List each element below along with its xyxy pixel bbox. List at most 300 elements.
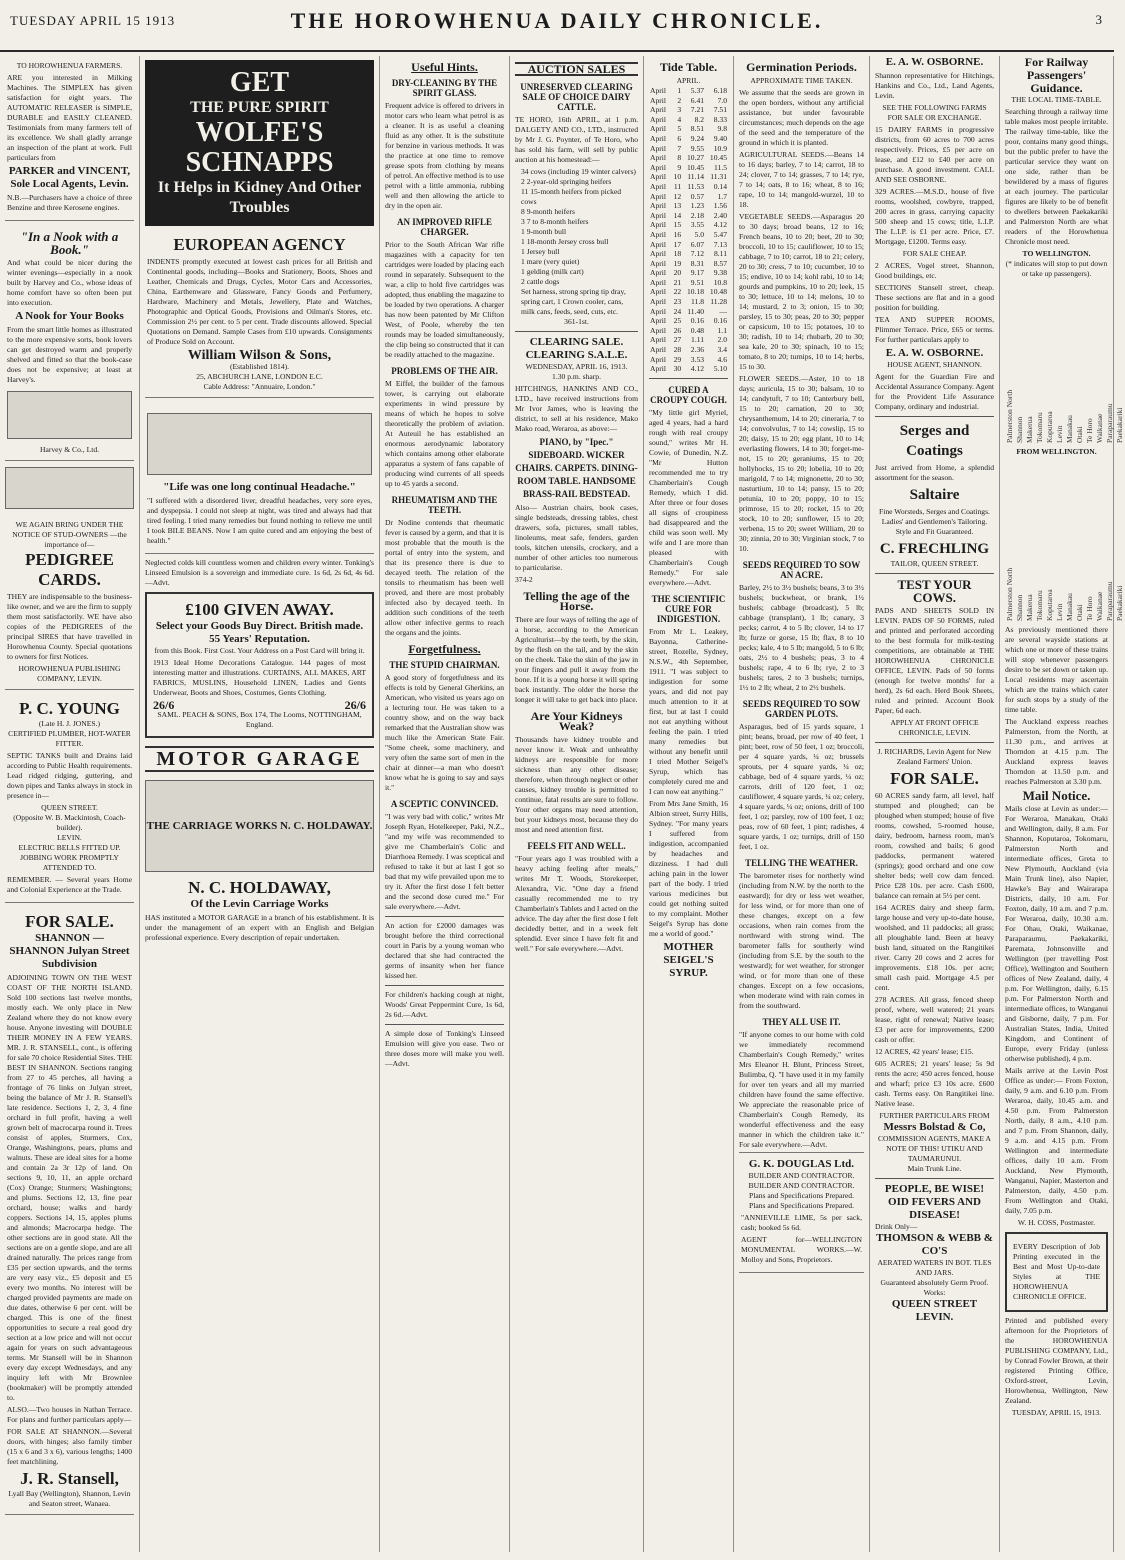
station-name: Manakau	[1065, 593, 1074, 621]
given-price-left: 26/6	[153, 698, 175, 712]
station-name: Waikanae	[1095, 413, 1104, 443]
nook-text: And what could be nicer during the winter evenings—especially in a nook built by Harvey and Co., whose ideas of home comfort have so often been put into execution.	[7, 258, 132, 307]
tide-month-cell: April	[650, 335, 667, 345]
newspaper-title: THE HOROWHENUA DAILY CHRONICLE.	[290, 8, 824, 33]
column-3	[380, 56, 510, 1552]
tide-month-cell: April	[650, 191, 667, 201]
tide-month-cell: April	[650, 354, 667, 364]
douglas-lime: "ANNIEVILLE LIME, 5s per sack, cash; booked 5s 6d.	[741, 1213, 862, 1232]
tide-evening-cell: 10.8	[713, 277, 727, 287]
ad-body: ARE you interested in Milking Machines. The SIMPLEX has given satisfaction for eight years. The AUTOMATIC RELEASER is SIMPLE, DURABLE and EASILY CLEANED. Testimonials from many farmers tell of its excellence. We shall gladly arrange an inspection of the plant at work. Full particulars from	[7, 73, 132, 162]
rifle-text: Prior to the South African War rifle magazines with a capacity for ten cartridges were loaded by placing each round in separately. Subsequent to the war, a clip to hold five cartridges was adopted, thus enabling the magazine to be loaded by two operations. A charger has now been patented by Mr Clifton West, of Poole, whereby the ten rounds may be loaded simultaneously, the clip being so constructed that it can be readily attached to the magazine.	[385, 240, 504, 359]
clearing-time: 1.30 p.m. sharp.	[552, 372, 601, 381]
masthead	[0, 0, 1114, 52]
tide-table-heading: Tide Table.	[659, 60, 718, 74]
tide-row	[649, 124, 728, 134]
tide-day-cell: 2	[677, 95, 682, 105]
to-wellington-note: (* indicates will stop to put down or take up passengers).	[1005, 259, 1108, 278]
tide-month-cell: April	[650, 297, 667, 307]
tide-day-cell: 22	[673, 287, 682, 297]
tide-day-cell: 27	[673, 335, 682, 345]
divider	[875, 1178, 994, 1179]
tide-day-cell: 24	[673, 306, 682, 316]
auction-items	[515, 167, 638, 317]
milking-machine-ad	[5, 56, 134, 221]
tide-month-cell: April	[650, 316, 667, 326]
young-remember: REMEMBER. — Several years Home and Colonial Experience at the Trade.	[7, 875, 132, 894]
tide-month-cell: April	[650, 345, 667, 355]
sale-tokomaru: FOR SALE AT SHANNON.—Several doors, with hinges; also family timber (15 x 6 and 3 x 6), various lengths; 1400 feet matchlining.	[7, 1427, 132, 1466]
tide-morning-cell: 3.55	[690, 220, 705, 230]
tide-day-cell: 14	[673, 210, 682, 220]
schnapps-get: GET	[229, 67, 290, 98]
tide-month-cell: April	[650, 277, 667, 287]
tide-morning-cell: 5.0	[694, 229, 705, 239]
seeds-acre-heading: SEEDS REQUIRED TO SOW AN ACRE.	[742, 560, 861, 580]
tide-row	[649, 211, 728, 221]
sale-subheading: SHANNON — SHANNON Julyan Street Subdivision	[9, 932, 130, 970]
pedigree-title: PEDIGREE CARDS.	[25, 550, 114, 589]
auction-item: 2 cattle dogs	[521, 277, 560, 286]
tide-month-cell: April	[650, 325, 667, 335]
tide-month-cell: April	[650, 172, 667, 182]
tide-morning-cell: 9.51	[690, 277, 705, 287]
station-name: Manakau	[1065, 415, 1074, 443]
station-name: Paraparaumu	[1105, 403, 1114, 443]
column-4	[510, 56, 644, 1552]
bolstad-name: Messrs Bolstad & Co,	[883, 1121, 986, 1133]
osborne-signature: E. A. W. OSBORNE.	[885, 347, 984, 359]
pedigree-cards-ad	[5, 515, 134, 690]
column-1	[0, 56, 140, 1552]
tide-morning-cell: 4.12	[690, 364, 705, 374]
railway-note: As previously mentioned there are several wayside stations at which one or more of these trains will stop whenever passengers desire to be set down or taken up. Local residents may ascertain which are the trains which cater for such stops by a study of the time table.	[1005, 625, 1108, 714]
nook-body: From the smart little homes as illustrated to the more expensive sorts, book lovers can get destroyed warm and properly shelved and fitted so that the book-case does not be expensive; at least at Harvey's.	[7, 325, 132, 384]
germination-intro: We assume that the seeds are grown in the open borders, without any artificial assistance, but under favourable circumstances; much depends on the age of the seed and the temperature of the ground in which it is planted.	[739, 88, 864, 147]
auction-item: 2 2-year-old springing heifers	[521, 177, 612, 186]
use-it-heading: THEY ALL USE IT.	[762, 1017, 841, 1027]
tide-day-cell: 9	[677, 162, 682, 172]
forgetfulness-text: A good story of forgetfulness and its effects is told by General Gherkins, an American, who visited us years ago on a lecturing tour. He was taken to a country show, and on the way back remarked that the Australian show was much like the American State Fair. "Some cheek, some machinery, and very often the same sort of men in the chair at dinner—a man who doesn't know what he is going to say and says it."	[385, 673, 504, 792]
column-7	[870, 56, 1000, 1552]
saltaire-text: Fine Worsteds, Serges and Coatings. Ladies' and Gentlemen's Tailoring. Style and Fit Guaranteed.	[879, 507, 990, 536]
forgetfulness-heading: Forgetfulness.	[408, 642, 481, 656]
tide-morning-cell: 8.51	[690, 124, 705, 134]
given-signature: SAML. PEACH & SONS, Box 174, The Looms, NOTTINGHAM, England.	[157, 710, 362, 729]
for-sale-3: 278 ACRES. All grass, fenced sheep proof, where, well watered; 21 years lease, right of renewal; Native lease; £3 per acre for improvements, £200 cash or offer.	[875, 995, 994, 1044]
timetable-from-wellington	[1005, 461, 1124, 621]
tide-row	[649, 144, 728, 154]
station-name: Tokomaru	[1035, 590, 1044, 621]
station-name: Paraparaumu	[1105, 581, 1114, 621]
tide-day-cell: 12	[673, 191, 682, 201]
tide-evening-cell: 5.10	[713, 364, 727, 374]
tide-row	[649, 172, 728, 182]
auction-heading: AUCTION SALES	[515, 62, 638, 76]
tide-row	[649, 230, 728, 240]
farm-listing-3: 2 ACRES, Vogel street, Shannon, Good buildings, etc.	[875, 261, 994, 280]
tide-evening-cell: 2.0	[717, 335, 727, 345]
ad-agents: PARKER and VINCENT, Sole Local Agents, Levin.	[8, 165, 131, 190]
tide-morning-cell: 11.14	[687, 172, 705, 182]
rheumatism-heading: RHEUMATISM AND THE TEETH.	[391, 495, 498, 515]
for-sale-4: 12 ACRES, 42 years' lease; £15.	[875, 1047, 974, 1056]
tide-day-cell: 23	[673, 297, 682, 307]
nook-signature: Harvey & Co., Ltd.	[39, 445, 100, 454]
tide-month-cell: April	[650, 114, 667, 124]
carriage-works-sign: THE CARRIAGE WORKS N. C. HOLDAWAY.	[146, 819, 373, 832]
tide-evening-cell: 3.4	[717, 345, 727, 355]
tide-morning-cell: 3.53	[690, 354, 705, 364]
feels-fit-text: "Four years ago I was troubled with a heavy aching feeling after meals," writes Mr T. Woods, Storekeeper, Alexandra, Vic. "One day a friend casually recommended me to try Chamberlain's Tablets and I acted on the advice. The day after the first dose I felt decidedly better, and in a week felt splendid. Ever since I have felt fit and well." For sale everywhere.—Advt.	[515, 854, 639, 953]
tide-row	[649, 240, 728, 250]
station-name: Palmerston North	[1005, 389, 1014, 443]
forgetfulness-subheading: THE STUPID CHAIRMAN.	[389, 660, 500, 670]
aerated-waters: AERATED WATERS IN BOT. TLES AND JARS.	[877, 1258, 992, 1277]
tide-morning-cell: 7.12	[690, 249, 705, 259]
douglas-plans: Plans and Specifications Prepared. Plans and Specifications Prepared.	[748, 1191, 855, 1210]
auction-item: 1 Jersey bull	[521, 247, 560, 256]
tide-row	[649, 96, 728, 106]
agency-title: EUROPEAN AGENCY	[173, 235, 346, 254]
weather-text: The barometer rises for northerly wind (including from N.W. by the north to the eastward); for dry or less wet weather, for less wind, or for more than one of these changes, except on a few occasions, when rain comes from the northward with strong wind. The barometer falls for southerly wind (including from S.E. by the south to the westward); for wet weather, for stronger wind, or for more than one of these changes. Except on a few occasions, when moderate wind with rain comes in from the southward.	[739, 871, 864, 1010]
dry-cleaning-heading: DRY-CLEANING BY THE SPIRIT GLASS.	[391, 78, 498, 98]
frechling-address: TAILOR, QUEEN STREET.	[890, 559, 979, 568]
drink-label: Drink Only—	[875, 1222, 918, 1231]
tide-month-cell: April	[650, 239, 667, 249]
imprint-date: TUESDAY, APRIL 15, 1913.	[1011, 1408, 1102, 1417]
tide-morning-cell: 8.31	[690, 258, 705, 268]
seeds-garden-text: Asparagus, bed of 15 yards square, 1 pint; beans, broad, per row of 40 feet, 1 pint; beet, row of 50 feet, 1 oz; broccoli, per 4 square yards, ¼ oz; brussels sprouts, per 4 square yards, ¼ oz; cabbage, bed of 4 square yards, ¼ oz; carrots, drill of 120 feet, 1 oz; cauliflower, 4 square yards, ¼ oz; celery, 4 square yards, ¼ oz; onions, drill of 100 feet, 1 oz; parsley, row of 100 feet, 1 oz; peas, row of 60 feet, 1 pint; radishes, 4 square yards, 1 oz; turnips, drill of 150 feet, 1 oz.	[739, 722, 864, 851]
dry-cleaning-text: Frequent advice is offered to drivers in motor cars who learn what petrol is as a cleaner. It is as useful a cleaning fluid as any other. It is the substitute for benzine in various methods. It was the practice at one time to remove grease spots from clothing by means of petrol. An effective method is to use petrol with a little ammonia, rubbing well and then allowing the article to dry in the open air.	[385, 101, 504, 210]
feels-fit-heading: FEELS FIT AND WELL.	[527, 841, 626, 851]
tide-evening-cell: 1.1	[717, 325, 727, 335]
young-town: LEVIN.	[57, 833, 82, 842]
mail-arrive-text: Mails arrive at the Levin Post Office as under:— From Foxton, daily, 9 a.m. and 6.10 p.m. From Weraroa, daily, 10.45 a.m. and 4.50 p.m. From Palmerston North, daily, 8 a.m., 4.10 p.m. and 7 p.m. From Shannon, daily, 9 a.m. and 4.15 p.m. From Wellington and intermediate offices, daily 10 a.m. From Auckland, New Plymouth, Wanganui, Napier, Masterton and Palmerston, daily, 4.50 p.m. From Wellington and Otaki, daily, 7.05 p.m.	[1005, 1066, 1108, 1215]
for-sale-more: FURTHER PARTICULARS FROM	[879, 1111, 990, 1120]
test-cows-text: PADS AND SHEETS SOLD IN LEVIN. PADS OF 50 FORMS, ruled and printed and perforated according to the best formula for milk-testing competitions, are obtainable at THE HOROWHENUA CHRONICLE OFFICE, LEVIN. Pads of 50 forms (enough for twelve months' for a herd), 2s 6d each. Herd Book Sheets, ruled and printed. Account Book Paper, 6d each.	[875, 606, 994, 715]
tide-evening-cell: 10.45	[709, 153, 727, 163]
tide-day-cell: 16	[673, 229, 682, 239]
tide-month-cell: April	[650, 153, 667, 163]
tide-month-cell: April	[650, 210, 667, 220]
tide-month-cell: April	[650, 181, 667, 191]
tide-day-cell: 6	[677, 133, 682, 143]
tide-day-cell: 30	[673, 364, 682, 374]
column-5	[644, 56, 734, 1552]
farm-listing-4: SECTIONS Stansell street, cheap. These sections are flat and in a good position for building.	[875, 283, 994, 312]
station-name: Tokomaru	[1035, 412, 1044, 443]
germination-heading: Germination Periods.	[746, 60, 857, 74]
schnapps-brand: WOLFE'S SCHNAPPS	[185, 117, 334, 178]
tide-evening-cell: 0.14	[713, 181, 727, 191]
tide-day-cell: 20	[673, 268, 682, 278]
tide-row	[649, 182, 728, 192]
shannon-sale-ad	[5, 907, 134, 1515]
tide-month-cell: April	[650, 306, 667, 316]
douglas-agent: AGENT for—WELLINGTON MONUMENTAL WORKS.—W. Molloy and Sons, Proprietors.	[741, 1235, 862, 1264]
station-name: Levin	[1055, 603, 1064, 621]
osborne-intro: Shannon representative for Hitchings, Hankins and Co., Ltd., Land Agents, Levin.	[875, 71, 994, 100]
bolstad-line: Main Trunk Line.	[907, 1164, 962, 1173]
divider	[385, 1024, 504, 1025]
tide-row	[649, 297, 728, 307]
tide-evening-cell: 11.31	[710, 172, 727, 182]
test-cows-apply: APPLY AT FRONT OFFICE CHRONICLE, LEVIN.	[890, 718, 979, 737]
young-role: CERTIFIED PLUMBER, HOT-WATER FITTER.	[8, 729, 131, 748]
hitchings-reference: 374-2	[515, 575, 533, 584]
tide-evening-cell: 8.33	[713, 114, 727, 124]
bile-beans-ad	[145, 402, 374, 554]
nook-subtitle: A Nook for Your Books	[15, 310, 124, 322]
tide-evening-cell: 1.56	[713, 201, 727, 211]
rifle-heading: AN IMPROVED RIFLE CHARGER.	[396, 217, 492, 237]
tide-row	[649, 115, 728, 125]
mail-notice-heading: Mail Notice.	[1022, 788, 1091, 803]
osborne-role: HOUSE AGENT, SHANNON.	[887, 360, 982, 369]
tide-day-cell: 11	[673, 181, 682, 191]
agency-established: (Established 1814).	[229, 362, 290, 371]
wolfes-schnapps-ad	[145, 60, 374, 226]
serges-title: Serges and Coatings	[899, 423, 970, 459]
young-bells: ELECTRIC BELLS FITTED UP. JOBBING WORK PROMPTLY ATTENDED TO.	[18, 843, 121, 872]
for-sale-2: 164 ACRES dairy and sheep farm, large house and very up-to-date house, woolshed, and 11 paddocks; all grass; all ploughable land. Been at heavy bush land, situated on the Rangitikei river. Carry 20 cows and 2 acres for improvements. £18 10s. per acre; small cash paid. Mortgage 4.5 per cent.	[875, 903, 994, 992]
imprint: Printed and published every afternoon for the Proprietors of the HOROWHENUA PUBLISHING COMPANY, Ltd., by Conrad Fowler Brown, at their registered Printing Office, Oxford-street, Levin, Horowhenua, Wellington, New Zealand.	[1005, 1316, 1108, 1405]
divider	[385, 985, 504, 986]
tide-evening-cell: 9.40	[713, 133, 727, 143]
european-agency-ad	[145, 230, 374, 398]
pedigree-text: THEY are indispensable to the business-like owner, and we are the firm to supply them most satisfactorily. WE have also copies of the PEDIGREES of the principal SIRES that have travelled in Horowhenua County. Special quotations to owners for first Notices.	[7, 592, 132, 661]
divider	[875, 742, 994, 743]
tide-day-cell: 1	[677, 86, 682, 95]
tide-day-cell: 8	[677, 153, 682, 163]
auction-text: TE HORO, 16th APRIL, at 1 p.m. DALGETY AND CO., LTD., instructed by Mr J. G. Poynter, of Te Horo, who has sold his farm, will sell by public auction at his homestead:—	[515, 115, 638, 164]
page-number: 3	[1095, 12, 1102, 27]
railway-heading: For Railway Passengers' Guidance.	[1024, 55, 1089, 95]
germination-vegetable: VEGETABLE SEEDS.—Asparagus 20 to 30 days; broad beans, 12 to 16; French beans, 10 to 20; beet, 20 to 30; broccoli, 10 to 15; cauliflower, 10 to 15; cabbage, 7 to 10; carrot, 18 to 21; celery, 20 to 30; cress, 7 to 10; cucumber, 10 to 15; endive, 10 to 14; kohl rabi, 10 to 14; gourds and pumpkins, 10 to 20; leek, 15 to 30; lettuce, 10 to 14; melons, 10 to 14; mustard, 2 to 3; onion, 15 to 30; parsley, 15 to 30; peas, 20 to 30; pepper or capsicum, 10 to 15; potatoes, 10 to 30; radish, 10 to 14; rhubarb, 20 to 30; sea kale, 20 to 30; spinach, 10 to 15; tomato, 8 to 20; turnips, 10 to 14; herbs, 15 to 30.	[739, 212, 864, 371]
tide-evening-cell: 8.57	[713, 258, 727, 268]
air-text: M Eiffel, the builder of the famous tower, is carrying out elaborate experiments in wind pressure by means of which he hopes to solve theoretically the problem of aviation. At Auteuil he has established an enormous aerodynamic laboratory which contains among other elaborate apparatus a system of fans capable of producing wind currents of all speeds up to 45 yards a second.	[385, 379, 504, 488]
thomson-name: THOMSON & WEBB & CO'S	[876, 1232, 993, 1257]
tide-row	[649, 249, 728, 259]
given-text: 1913 Ideal Home Decorations Catalogue. 144 pages of most interesting matter and illustrations. CURTAINS, ALL MAKES, ART FABRICS, MUSLINS, Household LINEN, Ladies and Gents Underwear, Boots and Shoes, Costumes, Gents Clothing.	[153, 658, 366, 697]
indigestion-signature: MOTHER SEIGEL'S SYRUP.	[663, 940, 714, 979]
tide-row	[649, 105, 728, 115]
auction-item: 1 gelding (milk cart)	[521, 267, 584, 276]
agency-firm: William Wilson & Sons,	[187, 348, 332, 363]
tide-row	[649, 335, 728, 345]
emulsion-dose-notice: A simple dose of Tonking's Linseed Emulsion will give you ease. Two or three doses more will make you well.—Advt.	[385, 1029, 504, 1068]
serges-text: Just arrived from Home, a splendid assortment for the season.	[875, 463, 994, 482]
station-name: Makerua	[1025, 594, 1034, 621]
tide-day-cell: 28	[673, 345, 682, 355]
auction-item: 3 7 to 8-month heifers	[521, 217, 589, 226]
auction-item: Set harness, strong spring tip dray, spring cart, 1 Crown cooler, cans, milk cans, feeds, seed, cuts, etc.	[521, 287, 626, 316]
for-sale-1: 60 ACRES sandy farm, all level, half stumped and ploughed; can be ploughed when stumped; house of five rooms, cowshed, 5-roomed house, dairy, bedroom, harness room, man's room, cowshed and bails; 6 good paddocks, permanent watered (springs); good orchard and one cow shelter beds; well cow dam fenced. Price £28 10s. per acre. Cash £600, balance can remain at 5½ per cent.	[875, 791, 994, 900]
station-name: Te Horo	[1085, 418, 1094, 443]
farm-listing-5: TEA AND SUPPER ROOMS, Plimmer Terrace. Price, £65 or terms. For further particulars apply to	[875, 315, 994, 344]
tide-month-cell: April	[650, 258, 667, 268]
tide-month: APRIL.	[676, 76, 701, 85]
kidney-heading: Are Your Kidneys Weak?	[530, 709, 623, 733]
sale-heading: FOR SALE.	[25, 912, 114, 931]
tide-row	[649, 355, 728, 365]
tide-row	[649, 201, 728, 211]
auction-reference: 361-1st.	[564, 317, 589, 326]
emulsion-notice: Neglected colds kill countless women and children every winter. Tonking's Linseed Emulsion is a sovereign and immediate cure. 1s 6d, 2s 6d, 4s 6d.—Advt.	[145, 558, 374, 587]
station-name: Makerua	[1025, 416, 1034, 443]
kidney-text: Thousands have kidney trouble and never know it. Weak and unhealthy kidneys are responsible for more sickness than any other disease; therefore, when through neglect or other causes, kidney trouble is permitted to continue, fatal results are sure to follow. Your other organs may need attention, but your kidneys most, because they do most and need attention first.	[515, 735, 638, 834]
agency-text: INDENTS promptly executed at lowest cash prices for all British and Continental goods, including—Books and Stationery, Boots, Shoes and Leather, Chemicals and Drugs, Cycles, Motor Cars and Accessories, China, Earthenware and Glassware, Fancy Goods and Perfumery, Hardware, Machinery and Metals, Jewellery, Plate and Watches, Photographic and Optical Goods, Provisions and Oilman's Stores, etc. Commission 2½ per cent. to 5 per cent. Trade discounts allowed. Special Quotations on Demand. Sample Cases from £10 upwards. Consignments of Produce Sold on Account.	[147, 257, 372, 346]
tide-morning-cell: 1.11	[691, 335, 705, 345]
station-name: Otaki	[1075, 426, 1084, 443]
auction-item: 1 mare (very quiet)	[521, 257, 580, 266]
horse-age-heading: Telling the age of the Horse.	[523, 589, 630, 613]
holdaway-subtitle: Of the Levin Carriage Works	[190, 898, 329, 910]
station-name: Shannon	[1015, 594, 1024, 621]
tide-evening-cell: 4.12	[713, 220, 727, 230]
rheumatism-text: Dr Nodine contends that rheumatic fever is caused by a germ, and that it is most probable that the mouth is the portal of entry into the system, and that its presence there is due to decayed teeth. The relation of the tonsils to rheumatism has been well proved, and there are most probably infected also by decayed teeth. In addition such conditions of the teeth allow other infective germs to reach the organs and the joints.	[385, 518, 504, 637]
tide-row	[649, 153, 728, 163]
tide-month-cell: April	[650, 162, 667, 172]
column-6	[734, 56, 870, 1552]
station-name: Otaki	[1075, 604, 1084, 621]
tide-row	[649, 345, 728, 355]
pedigree-signature: HOROWHENUA PUBLISHING COMPANY, LEVIN.	[18, 664, 121, 683]
from-wellington-heading: FROM WELLINGTON.	[1016, 447, 1097, 456]
given-title: £100 GIVEN AWAY.	[185, 600, 334, 619]
tide-evening-cell: —	[719, 306, 727, 316]
tide-morning-cell: 9.24	[690, 133, 705, 143]
tide-evening-cell: 7.51	[713, 105, 727, 115]
woman-illustration	[147, 413, 372, 475]
pedigree-intro: WE AGAIN BRING UNDER THE NOTICE OF STUD-OWNERS —the importance of—	[12, 520, 127, 549]
young-street: QUEEN STREET.	[41, 803, 98, 812]
job-printing-text: EVERY Description of Job Printing executed in the Best and Most Up-to-date Styles at THE HOROWHENUA CHRONICLE OFFICE.	[1013, 1242, 1100, 1301]
tide-month-cell: April	[650, 287, 667, 297]
tide-month-cell: April	[650, 105, 667, 115]
young-text: SEPTIC TANKS built and Drains laid according to Public Health requirements. Lead ridged ridging, guttering, and down pipes and Tanks always in stock in presence in—	[7, 751, 132, 800]
tide-evening-cell: 10.9	[713, 143, 727, 153]
station-name: Te Horo	[1085, 596, 1094, 621]
sale-also: ALSO.—Two houses in Nathan Terrace. For plans and further particulars apply—	[7, 1405, 132, 1424]
tide-morning-cell: 10.18	[686, 287, 705, 297]
auction-item: 34 cows (including 19 winter calvers)	[521, 167, 636, 176]
farm-listing-2: 329 ACRES.—M.S.D., house of five rooms, woolshed, cowbyre, trapped, 200 acres in grass, carrying capacity 500 sheep and 15 cows; title, L.I.P. The L.I.P. is £1 per acre. Price, £7. Mortgage, £1200. Terms easy.	[875, 187, 994, 246]
ad-heading: TO HOROWHENUA FARMERS.	[16, 61, 123, 70]
seeds-garden-heading: SEEDS REQUIRED TO SOW GARDEN PLOTS.	[742, 699, 861, 719]
osborne-heading: E. A. W. OSBORNE.	[885, 56, 984, 68]
tide-day-cell: 5	[677, 124, 682, 134]
tide-evening-cell: 11.5	[713, 162, 727, 172]
tide-day-cell: 7	[677, 143, 682, 153]
tide-morning-cell: 7.21	[690, 105, 705, 115]
station-name: Koputaroa	[1045, 411, 1054, 443]
wise-heading: PEOPLE, BE WISE! OID FEVERS AND DISEASE!	[884, 1183, 985, 1221]
air-heading: PROBLEMS OF THE AIR.	[391, 366, 498, 376]
holdaway-text: HAS instituted a MOTOR GARAGE in a branch of his establishment. It is under the management of an expert with an English and Belgian professional experience. Every description of repair undertaken.	[145, 913, 374, 942]
tide-morning-cell: 1.23	[690, 201, 705, 211]
clearing-heading: CLEARING SALE. CLEARING S.A.L.E.	[525, 336, 628, 361]
tide-morning-cell: 0.48	[690, 325, 705, 335]
tide-evening-cell: 5.47	[713, 229, 727, 239]
tide-day-cell: 18	[673, 249, 682, 259]
bookcase-illustration	[7, 391, 132, 439]
farm-listing-1: 15 DAIRY FARMS in progressive districts, from 60 acres to 700 acres respectively. Prices, £5 per acre on lease, and £12 to £40 per acre on purchase. A good investment. CALL AND SEE OSBORNE.	[875, 125, 994, 184]
germination-agricultural: AGRICULTURAL SEEDS.—Beans 14 to 16 days; barley, 7 to 14; carrot, 18 to 24; clover, 7 to 14; grasses, 7 to 14; rye, 7 to 14; oats, 8 to 16; wheat, 8 to 16; rape, 10 to 14; mangold-wurzel, 10 to 18.	[739, 150, 864, 209]
motor-garage-title: MOTOR GARAGE	[145, 746, 374, 772]
tide-day-cell: 10	[673, 172, 682, 182]
sceptic-text: "I was very bad with colic," writes Mr Joseph Ryan, Hotelkeeper, Paki, N.Z., "and my wife was recommended to give me Chamberlain's Colic and Diarrhoea Remedy. I was sceptical and refused to take it but at last I got so bad that my wife prevailed upon me to try it. After the first dose I felt better and the second dose cured me." For sale everywhere.—Advt.	[385, 812, 504, 911]
sale-address: Lyall Bay (Wellington), Shannon, Levin and Seaton street, Wanaea.	[8, 1489, 131, 1508]
tide-morning-cell: 5.37	[690, 86, 705, 95]
tide-morning-cell: 10.45	[686, 162, 705, 172]
indigestion-text: From Mr L. Leakey, Bayonna, Catherine-street, Rozelle, Sydney, N.S.W., 4th September, 1911. "I was subject to indigestion for some years, and did not pay much attention to it at first, but at last I could not eat anything without feeling the pain. I tried many remedies but without any benefit until I tried Mother Seigel's Syrup, which has completely cured me and I can now eat anything."	[649, 626, 728, 796]
tide-row	[649, 163, 728, 173]
young-address: (Opposite W. B. Mackintosh, Coach-builder).	[13, 813, 126, 832]
test-cows-heading: TEST YOUR COWS.	[897, 577, 972, 605]
tide-month-cell: April	[650, 229, 667, 239]
germination-subheading: APPROXIMATE TIME TAKEN.	[750, 76, 853, 85]
railway-subheading: THE LOCAL TIME-TABLE.	[1011, 95, 1102, 104]
mail-close-text: Mails close at Levin as under:— For Weraroa, Manakau, Otaki and Wellington, daily, 8 a.m. For Shannon, Koputaroa, Tokomaru, Palmerston North and intermediate offices, Greta to New Plymouth, Auckland (via Main Trunk line), also Napier, Hawke's Bay and Wairarapa Districts, daily, 10 a.m. For Foxton, daily, 10 a.m. and 7 p.m. For Weraroa, daily, 10.30 a.m. For Ohau, Otaki, Waikanae, Paraparaumu, Paekakariki, Paremata, Johnsonville and Wellington (per travelling Post Office), Wellington and Southern offices of New Zealand, daily, 4 p.m. For Wellington, daily, 6.15 p.m. For Palmerston North and intermediate offices, to Wanganui and Gisborne, daily, 7 p.m. For Australian States, India, United Kingdom, and Continent of Europe, every Friday (unless otherwise published), 4 p.m.	[1005, 804, 1108, 1063]
station-name: Levin	[1055, 425, 1064, 443]
sale-body: ADJOINING TOWN ON THE WEST COAST OF THE NORTH ISLAND. Sold 100 sections last twelve months, mostly each. We only place in New Zealand where they do not know every house. Anyone investing will DOUBLE THEIR MONEY IN A FEW YEARS. MR. J. R. STANSELL, cont., is offering for sale 70 choice Residential Sites. THE BEST IN SHANNON. Sections ranging from 27 to 45 perches, all having a frontage of 76 links on Julyan street, being the balance of Mr J. R. Stansell's late residence. Sections 1, 2, 3, 4 fine orchard in full profit, having a well grown belt of macrocarpa round it. Trees consist of apples, Sturmers, Cox, Orange, Washingtons, pears, plums and walnuts. These are ideal sites for a home and contain 2a 3r 12p of land. On sections 9, 10, 11, an apple orchard (Cox) Orange; Sturmers; Washingtons; and plums. Sections 12, 13, fine pear orchard, house; walks and hardy coppers. Sections 14, 15, apples plums and almonds; Macrocarpa hedge. The other sections are in good state. All the sections are on a gentle slope, and are all drained naturally. The prices range from £35 per section upwards, and the terms are very easy viz., £5 deposit and £5 every two months. No interest will be charged provided payments are made on due dates, otherwise 6 per cent. will be charged. This is one of the finest opportunities to secure a real good dry section at a low price and will not occur again for years on such advantageous terms. Mr Stansell will be in Shannon every day except Wednesdays, and any inquiry left with Mr Brownlee (bookmaker) will be promptly attended to.	[7, 973, 132, 1402]
tide-month-cell: April	[650, 249, 667, 259]
auction-item: 1 9-month bull	[521, 227, 567, 236]
agency-address: 25, ABCHURCH LANE, LONDON E.C.	[196, 372, 323, 381]
railway-intro: Searching through a railway time table makes most people irritable. The railway time-table, like the poor, contains many good things, but the public prefer to have the particular service they want on one side, rather than be bewildered by a mass of figures at each journey. The particular figures are likely to be of benefit to dwellers between Paekakariki and Palmerston North are what readers of the Horowhenua Chronicle most need.	[1005, 107, 1108, 246]
divider	[875, 416, 994, 417]
use-it-text: "If anyone comes to our home with cold we immediately recommend Chamberlain's Cough Remedy," writes Mrs Eleanor H. Blunt, Princess Street, Bulimba, Q. "I have used it in my family for over ten years and all my married children have found the same effective. We appreciate the reasonable price of Chamberlain's Cough Remedy, its wonderful effectiveness and the easy manner in which the children take it." For sale everywhere.—Advt.	[739, 1030, 864, 1149]
given-price-right: 26/6	[344, 698, 366, 712]
saltaire-title: Saltaire	[909, 487, 960, 503]
tide-row	[649, 307, 728, 317]
tide-day-cell: 15	[673, 220, 682, 230]
tide-morning-cell: 6.07	[690, 239, 705, 249]
frechling-name: C. FRECHLING	[879, 541, 990, 557]
tide-row	[649, 287, 728, 297]
germ-proof: Guaranteed absolutely Germ Proof. Works:	[880, 1278, 989, 1297]
tide-evening-cell: 1.7	[717, 191, 727, 201]
tide-month-cell: April	[650, 133, 667, 143]
tide-evening-cell: 7.13	[713, 239, 727, 249]
tide-month-cell: April	[650, 201, 667, 211]
timetable-to-wellington	[1005, 283, 1124, 443]
ad-note: N.B.—Purchasers have a choice of three Benzine and three Kerosene engines.	[7, 193, 132, 212]
nook-title: "In a Nook with a Book."	[20, 229, 119, 257]
station-name: Shannon	[1015, 416, 1024, 443]
osborne-see: SEE THE FOLLOWING FARMS FOR SALE OR EXCHANGE.	[882, 103, 987, 122]
tide-evening-cell: 7.0	[717, 95, 727, 105]
tide-month-cell: April	[650, 220, 667, 230]
schnapps-claim: It Helps in Kidney And Other Troubles	[157, 179, 362, 216]
hitchings-also: Also— Austrian chairs, book cases, single bedsteads, dressing tables, chest drawers, sofa, pictures, small tables, linoleums, meat safe, fenders, garden tools, kitchen utensils, crockery, and a number of other articles too numerous to particularise.	[515, 503, 638, 572]
bolstad-subtitle: COMMISSION AGENTS, MAKE A NOTE OF THIS! UTIKU AND TAUMARUNUI.	[877, 1134, 992, 1163]
young-subtitle: (Late H. J. JONES.)	[38, 719, 101, 728]
station-name: Paekakariki	[1115, 585, 1124, 621]
tide-month-cell: April	[650, 95, 667, 105]
tide-month-cell: April	[650, 364, 667, 374]
seeds-acre-text: Barley, 2½ to 3½ bushels; beans, 3 to 3½ bushels; buckwheat, or brank, 1½ bushels; cabbage (broadcast), 5 lb; cabbage (transplant), 1 lb; canary, 3 pecks; carrot, 4 to 5 lb; clover, 14 to 17 lb; furze or gorse, 15 lb; flax, 8 to 10 pecks; kale, 4 to 5 lb; mangold, 5 to 6 lb; oats, 2½ to 4 bushels; peas, 3 to 4 bushels; rape, 4 to 6 lb; rye, 2 to 3 bushels; tares, 2 to 3 bushels; turnips, 1½ to 2 lb; wheat, 2 to 2½ bushels.	[739, 583, 864, 692]
tide-morning-cell: 6.41	[690, 95, 705, 105]
station-name: Paekakariki	[1115, 407, 1124, 443]
auckland-express: The Auckland express reaches Palmerston, from the North, at 11.30 p.m., and arrives at Thorndon at 4.15 p.m. The Auckland express leaves Thorndon at 11.50 p.m. and reaches Palmerston at 3.30 p.m.	[1005, 717, 1108, 786]
tide-morning-cell: 11.40	[687, 306, 705, 316]
tide-day-cell: 4	[677, 114, 682, 124]
tide-month-cell: April	[650, 124, 667, 134]
tide-evening-cell: 2.40	[713, 210, 727, 220]
